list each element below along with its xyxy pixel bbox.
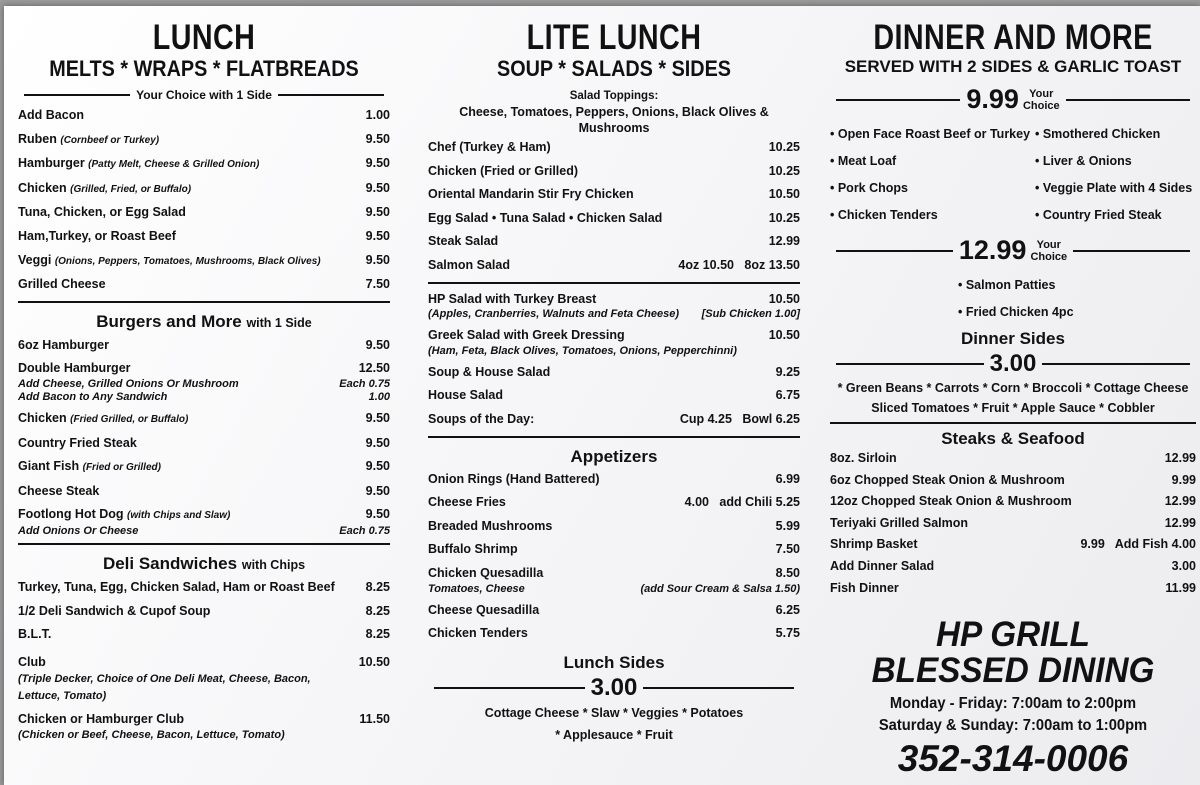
lite-subtitle: SOUP * SALADS * SIDES [497,56,731,81]
steaks-title: Steaks & Seafood [941,429,1085,448]
dinner-subtitle: SERVED WITH 2 SIDES & GARLIC TOAST [844,57,1182,76]
list-item: 1/2 Deli Sandwich & Cupof Soup 8.25 [18,603,390,618]
list-item-note: (Triple Decker, Choice of One Deli Meat, Cheese, Bacon, [18,673,311,686]
list-item: Chicken Quesadilla 8.50 [428,565,800,580]
lunch-items [18,104,390,297]
list-item: Chicken (Grilled, Fried, or Buffalo) 9.50 [18,180,390,195]
list-item: • Smothered Chicken [1035,127,1161,141]
list-item: Breaded Mushrooms 5.99 [428,518,800,533]
deli-items [18,576,390,743]
hours-weekday: Monday - Friday: 7:00am to 2:00pm [889,695,1137,713]
lunch-sides-price: 3.00 [428,674,800,702]
list-item: Buffalo Shrimp 7.50 [428,542,800,557]
dinner-title: DINNER AND MORE [873,18,1153,57]
list-item-note: (Apples, Cranberries, Walnuts and Feta Cheese) [Sub Chicken 1.00] [428,308,800,321]
lite-title: LITE LUNCH [526,18,702,57]
dinner-price-999: 9.99 Your Choice [830,84,1196,115]
list-item-note: (Chicken or Beef, Cheese, Bacon, Lettuce, Tomato) [18,728,285,741]
list-item: Fish Dinner 11.99 [830,580,1196,595]
divider [830,422,1196,424]
toppings-label: Salad Toppings: [569,90,659,102]
list-item-note: Lettuce, Tomato) [18,690,107,703]
dinner-sides-line1: * Green Beans * Carrots * Corn * Broccoli * Cottage Cheese [837,381,1189,395]
dinner-column [830,6,1196,781]
toppings: Cheese, Tomatoes, Peppers, Onions, Black Olives & Mushrooms [459,105,769,135]
list-item-note: (Ham, Feta, Black Olives, Tomatoes, Onions, Pepperchinni) [428,344,737,357]
list-item: Ham,Turkey, or Roast Beef 9.50 [18,228,390,243]
list-item: Grilled Cheese 7.50 [18,277,390,292]
lite-lunch-column [428,6,800,746]
list-item: Chicken (Fried Grilled, or Buffalo) 9.50 [18,410,390,425]
list-item: • Meat Loaf [830,154,897,168]
list-item: Hamburger (Patty Melt, Cheese & Grilled Onion) 9.50 [18,156,390,171]
deli-title: Deli Sandwiches with Chips [102,553,306,573]
list-item: Country Fried Steak 9.50 [18,435,390,450]
list-item: Salmon Salad 4oz 10.50 8oz 13.50 [428,257,800,272]
list-item: • Veggie Plate with 4 Sides [1035,181,1193,195]
list-item: Add Dinner Salad 3.00 [830,558,1196,573]
appetizer-items [428,468,800,646]
list-item: • Chicken Tenders [830,208,938,222]
lunch-column [18,6,390,745]
list-item: Giant Fish (Fried or Grilled) 9.50 [18,459,390,474]
steak-items [830,448,1196,599]
burgers-title: Burgers and More with 1 Side [96,311,312,331]
list-item-note: Add Cheese, Grilled Onions Or Mushroom Each 0.75 [18,377,390,390]
lunch-choice-label: Your Choice with 1 Side [18,88,390,102]
list-item-note: Add Onions Or Cheese Each 0.75 [18,524,390,537]
list-item: Add Bacon 1.00 [18,108,390,122]
phone-number: 352-314-0006 [897,738,1129,780]
salad-items-2 [428,288,800,432]
list-item: Soups of the Day: Cup 4.25 Bowl 6.25 [428,411,800,426]
list-item: HP Salad with Turkey Breast 10.50 [428,291,800,306]
list-item: • Liver & Onions [1035,154,1132,168]
divider [428,436,800,438]
hours-weekend: Saturday & Sunday: 7:00am to 1:00pm [878,717,1148,735]
list-item: 8oz. Sirloin 12.99 [830,451,1196,465]
burgers-items [18,334,390,539]
lunch-sides-title: Lunch Sides [563,652,665,672]
dinner-price-1299: 12.99 Your Choice [830,235,1196,266]
brand-block [830,617,1196,781]
list-item: Turkey, Tuna, Egg, Chicken Salad, Ham or Roast Beef 8.25 [18,579,390,594]
dinner-sides-title: Dinner Sides [961,329,1065,348]
brand-tagline: BLESSED DINING [871,651,1155,691]
divider [18,301,390,303]
list-item: Cheese Steak 9.50 [18,483,390,498]
list-item: Chicken (Fried or Grilled) 10.25 [428,163,800,178]
list-item: Double Hamburger 12.50 [18,361,390,376]
dinner-choice-list-2 [830,272,1196,326]
list-item: 6oz Chopped Steak Onion & Mushroom 9.99 [830,472,1196,487]
divider [18,543,390,545]
list-item: Steak Salad 12.99 [428,234,800,249]
list-item: Greek Salad with Greek Dressing 10.50 [428,328,800,343]
appetizers-title: Appetizers [570,446,658,466]
list-item: Cheese Quesadilla 6.25 [428,602,800,617]
list-item: • Open Face Roast Beef or Turkey [830,127,1031,141]
lunch-title: LUNCH [152,18,256,57]
list-item: Club 10.50 [18,654,390,669]
list-item: Teriyaki Grilled Salmon 12.99 [830,515,1196,530]
brand-name: HP GRILL [936,615,1090,655]
list-item: Footlong Hot Dog (with Chips and Slaw) 9.50 [18,507,390,522]
list-item: • Pork Chops [830,181,908,195]
list-item: B.L.T. 8.25 [18,627,390,642]
list-item: Tuna, Chicken, or Egg Salad 9.50 [18,205,390,220]
list-item: Soup & House Salad 9.25 [428,364,800,379]
dinner-sides-line2: Sliced Tomatoes * Fruit * Apple Sauce * Cobbler [871,401,1155,415]
list-item-note: Tomatoes, Cheese (add Sour Cream & Salsa 1.50) [428,582,800,595]
list-item: • Salmon Patties [958,278,1056,292]
list-item: House Salad 6.75 [428,388,800,403]
list-item: Ruben (Cornbeef or Turkey) 9.50 [18,131,390,146]
divider [428,282,800,284]
list-item: • Country Fried Steak [1035,208,1162,222]
lunch-sides-line1: Cottage Cheese * Slaw * Veggies * Potatoes [484,705,744,720]
list-item: Chicken or Hamburger Club 11.50 [18,712,390,727]
list-item: Onion Rings (Hand Battered) 6.99 [428,471,800,486]
menu-sheet [4,6,1200,785]
list-item: Egg Salad • Tuna Salad • Chicken Salad 10.25 [428,210,800,225]
lunch-subtitle: MELTS * WRAPS * FLATBREADS [49,56,359,81]
lunch-sides-line2: * Applesauce * Fruit [555,727,673,742]
list-item: Chicken Tenders 5.75 [428,626,800,641]
dinner-sides-price: 3.00 [830,350,1196,378]
list-item: Cheese Fries 4.00 add Chili 5.25 [428,495,800,510]
list-item: Oriental Mandarin Stir Fry Chicken 10.50 [428,187,800,202]
list-item-note: Add Bacon to Any Sandwich 1.00 [18,390,390,403]
list-item: Shrimp Basket 9.99 Add Fish 4.00 [830,537,1196,552]
list-item: Chef (Turkey & Ham) 10.25 [428,140,800,154]
salad-items [428,136,800,278]
list-item: 12oz Chopped Steak Onion & Mushroom 12.99 [830,494,1196,509]
list-item: • Fried Chicken 4pc [958,305,1074,319]
list-item: 6oz Hamburger 9.50 [18,337,390,352]
list-item: Veggi (Onions, Peppers, Tomatoes, Mushrooms, Black Olives) 9.50 [18,252,390,267]
dinner-choice-grid [830,121,1196,229]
